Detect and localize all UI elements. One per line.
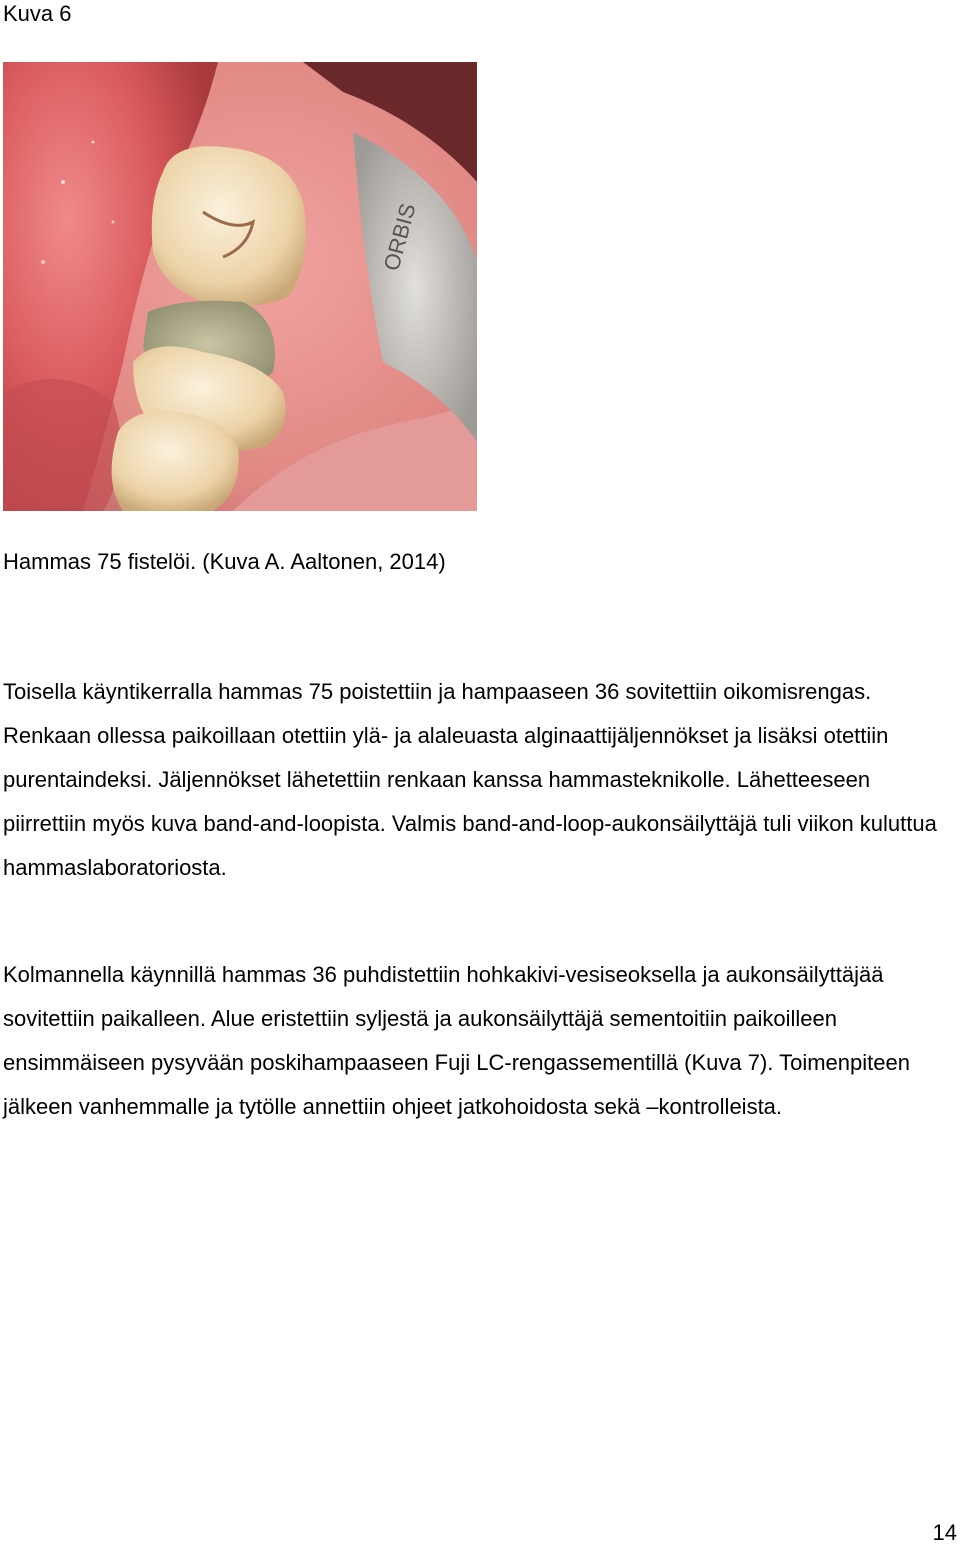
dental-photo (3, 62, 477, 511)
page-number: 14 (932, 1520, 957, 1545)
figure-caption: Hammas 75 fistelöi. (Kuva A. Aaltonen, 2014) (3, 549, 446, 574)
body-paragraph: Toisella käyntikerralla hammas 75 poistettiin ja hampaaseen 36 sovitettiin oikomisrengas. Renkaan ollessa paikoillaan otettiin ylä- ja alaleuasta alginaattijäljennökset ja lisäksi otettiin purentaindeksi. Jäljennökset lähetettiin renkaan kanssa hammasteknikolle. Lähetteeseen piirrettiin myös kuva band-and-loopista. Valmis band-and-loop-aukonsäilyttäjä tuli viikon kuluttua hammaslaboratoriosta. (3, 679, 937, 880)
body-paragraph: Kolmannella käynnillä hammas 36 puhdistettiin hohkakivi-vesiseoksella ja aukonsäilyttäjää sovitettiin paikalleen. Alue eristettiin syljestä ja aukonsäilyttäjä sementoitiin paikoilleen ensimmäiseen pysyvään poskihampaaseen Fuji LC-rengassementillä (Kuva 7). Toimenpiteen jälkeen vanhemmalle ja tytölle annettiin ohjeet jatkohoidosta sekä –kontrolleista. (3, 962, 910, 1119)
figure-label: Kuva 6 (3, 1, 72, 26)
svg-text:ORBIS: ORBIS (378, 200, 421, 274)
